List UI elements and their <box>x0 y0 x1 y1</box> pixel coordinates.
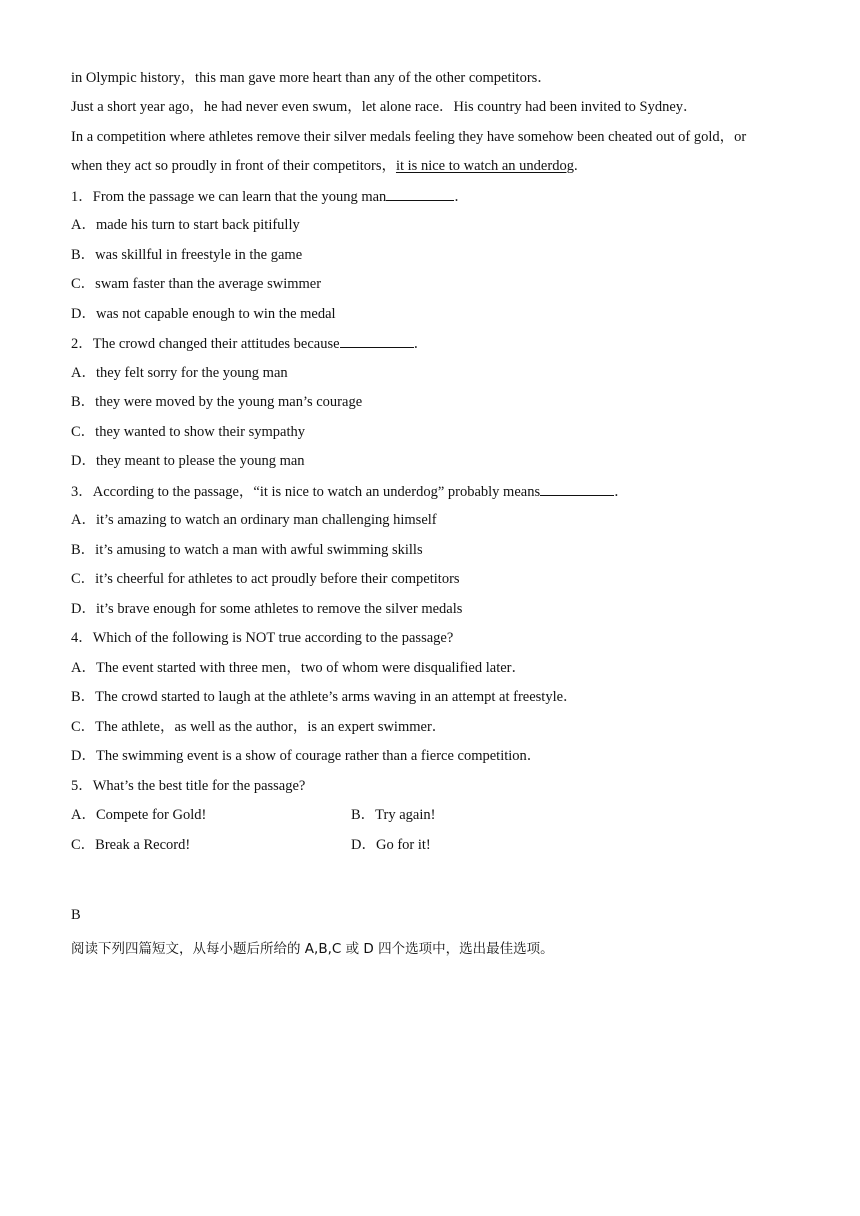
question-text: 2．The crowd changed their attitudes because <box>71 336 340 352</box>
answer-option: C．it’s cheerful for athletes to act proudly before their competitors <box>71 571 460 587</box>
answer-option: C．swam faster than the average swimmer <box>71 276 322 292</box>
answer-option: C．Break a Record! <box>71 837 191 853</box>
answer-option: A．The event started with three men，two of whom were disqualified later． <box>71 660 527 676</box>
question-text: 3．According to the passage，“it is nice to watch an underdog” probably means <box>71 484 541 500</box>
question-text: 1．From the passage we can learn that the young man <box>71 189 387 205</box>
answer-blank <box>340 333 414 348</box>
passage-line <box>71 156 578 176</box>
question-text: ． <box>614 484 629 500</box>
answer-option: B．they were moved by the young man’s courage <box>71 394 363 410</box>
question-text: ． <box>413 336 429 352</box>
section-label: B <box>71 907 81 923</box>
answer-option: C．The athlete，as well as the author，is an expert swimmer． <box>71 719 447 735</box>
section-instruction: 阅读下列四篇短文，从每小题后所给的 A,B,C 或 D 四个选项中，选出最佳选项。 <box>71 941 554 957</box>
answer-option: C．they wanted to show their sympathy <box>71 424 305 440</box>
passage-line: Just a short year ago，he had never even swum，let alone race．His country had been invited to Sydney． <box>71 99 698 115</box>
underlined-phrase: it is nice to watch an underdog <box>395 158 574 174</box>
passage-text: when they act so proudly in front of their competitors， <box>71 158 396 174</box>
answer-option: B．The crowd started to laugh at the athlete’s arms waving in an attempt at freestyle． <box>71 689 578 705</box>
question-stem <box>71 333 428 354</box>
answer-option: A．made his turn to start back pitifully <box>71 217 300 233</box>
question-stem: 4．Which of the following is NOT true according to the passage? <box>71 630 454 646</box>
passage-line: in Olympic history，this man gave more heart than any of the other competitors． <box>71 70 552 86</box>
answer-option: A．Compete for Gold! <box>71 807 207 823</box>
answer-option: D．it’s brave enough for some athletes to remove the silver medals <box>71 601 463 617</box>
answer-option: D．The swimming event is a show of courage rather than a fierce competition． <box>71 748 542 764</box>
answer-option: B．it’s amusing to watch a man with awful swimming skills <box>71 542 423 558</box>
answer-option: D．they meant to please the young man <box>71 453 305 469</box>
answer-blank <box>540 481 614 496</box>
answer-option: D．Go for it! <box>351 837 431 853</box>
answer-option: B．Try again! <box>351 807 436 823</box>
answer-option: D．was not capable enough to win the medal <box>71 306 336 322</box>
passage-line: In a competition where athletes remove their silver medals feeling they have somehow been cheated out of gold，or <box>71 129 747 145</box>
answer-option: A．they felt sorry for the young man <box>71 365 288 381</box>
answer-blank <box>386 186 454 201</box>
question-stem: 5．What’s the best title for the passage? <box>71 778 306 794</box>
answer-option: A．it’s amazing to watch an ordinary man challenging himself <box>71 512 437 528</box>
question-stem <box>71 186 469 207</box>
question-stem <box>71 481 629 502</box>
answer-option: B．was skillful in freestyle in the game <box>71 247 303 263</box>
question-text: ． <box>454 189 469 205</box>
passage-text: . <box>573 158 578 174</box>
